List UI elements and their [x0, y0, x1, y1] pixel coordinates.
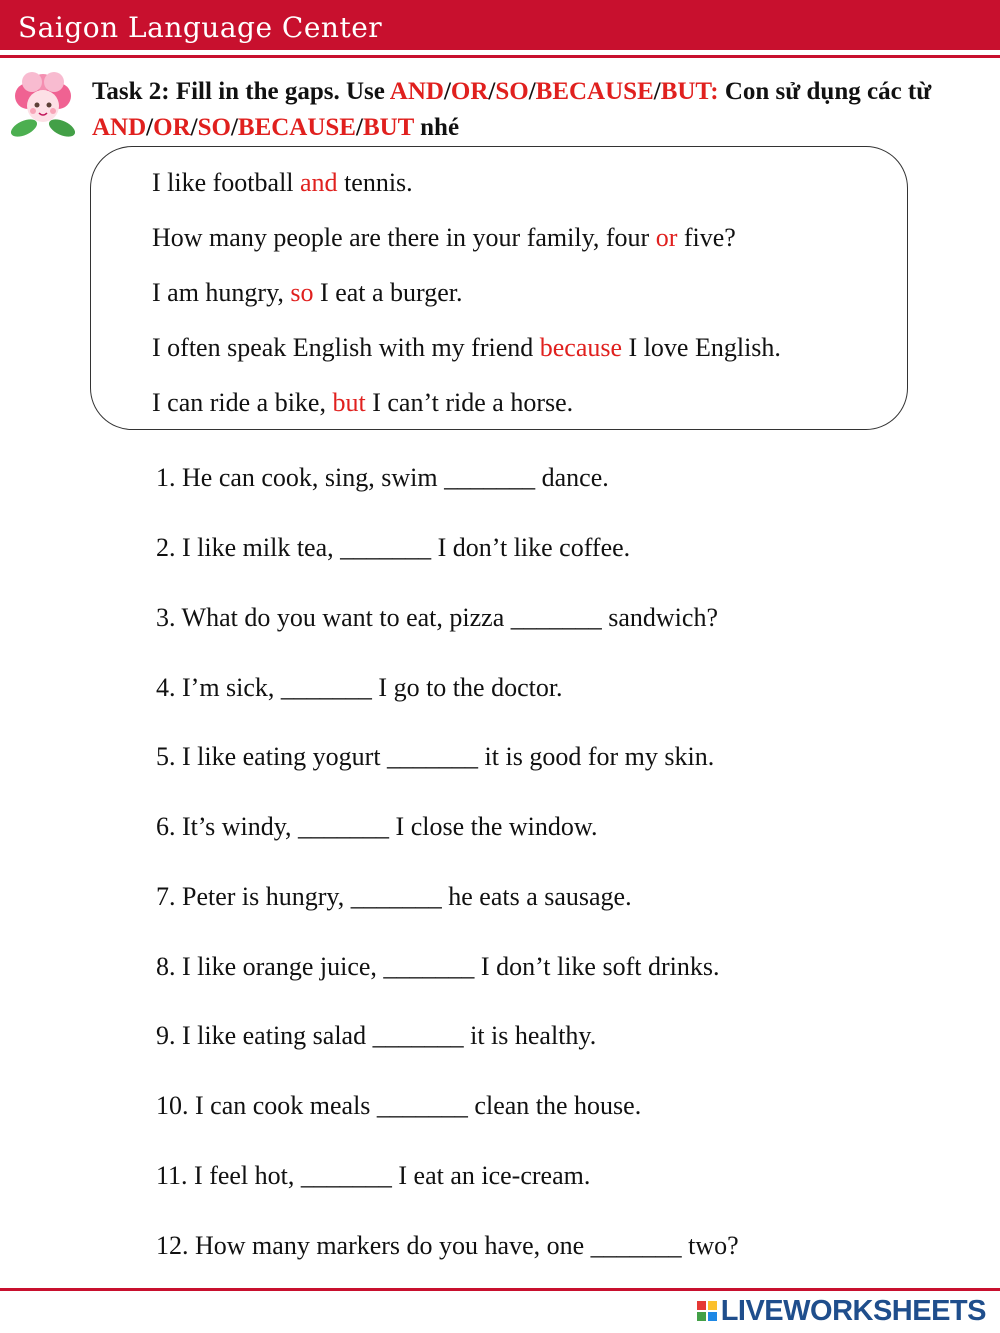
footer-divider — [0, 1288, 1000, 1291]
question-7[interactable]: 7. Peter is hungry, _______ he eats a sausage. — [156, 882, 632, 911]
flower-character-icon — [4, 66, 82, 144]
task-instruction: Task 2: Fill in the gaps. Use AND/OR/SO/BECAUSE/BUT: Con sử dụng các từ AND/OR/SO/BECAUSE/BUT nhé — [92, 78, 932, 141]
example-line: I like football and tennis. — [152, 168, 413, 197]
liveworksheets-logo — [697, 1294, 986, 1328]
header-title: Saigon Language Center — [18, 11, 383, 44]
question-4[interactable]: 4. I’m sick, _______ I go to the doctor. — [156, 673, 563, 702]
header-bar — [0, 0, 1000, 50]
question-9[interactable]: 9. I like eating salad _______ it is healthy. — [156, 1021, 597, 1050]
example-line: I often speak English with my friend because I love English. — [152, 333, 781, 362]
question-12[interactable]: 12. How many markers do you have, one _______ two? — [156, 1231, 739, 1260]
header-divider — [0, 55, 1000, 58]
liveworksheets-logo-text: LIVEWORKSHEETS — [720, 1294, 986, 1327]
question-3[interactable]: 3. What do you want to eat, pizza _______ sandwich? — [156, 603, 718, 632]
question-1[interactable]: 1. He can cook, sing, swim _______ dance. — [156, 463, 609, 492]
question-5[interactable]: 5. I like eating yogurt _______ it is good for my skin. — [156, 742, 715, 771]
liveworksheets-logo-icon — [697, 1301, 717, 1321]
question-10[interactable]: 10. I can cook meals _______ clean the house. — [156, 1091, 642, 1120]
question-8[interactable]: 8. I like orange juice, _______ I don’t like soft drinks. — [156, 952, 720, 981]
question-11[interactable]: 11. I feel hot, _______ I eat an ice-cream. — [156, 1161, 591, 1190]
example-line: I am hungry, so I eat a burger. — [152, 278, 463, 307]
example-line: How many people are there in your family, four or five? — [152, 223, 736, 252]
question-2[interactable]: 2. I like milk tea, _______ I don’t like coffee. — [156, 533, 631, 562]
question-6[interactable]: 6. It’s windy, _______ I close the window. — [156, 812, 598, 841]
example-line: I can ride a bike, but I can’t ride a horse. — [152, 388, 574, 417]
